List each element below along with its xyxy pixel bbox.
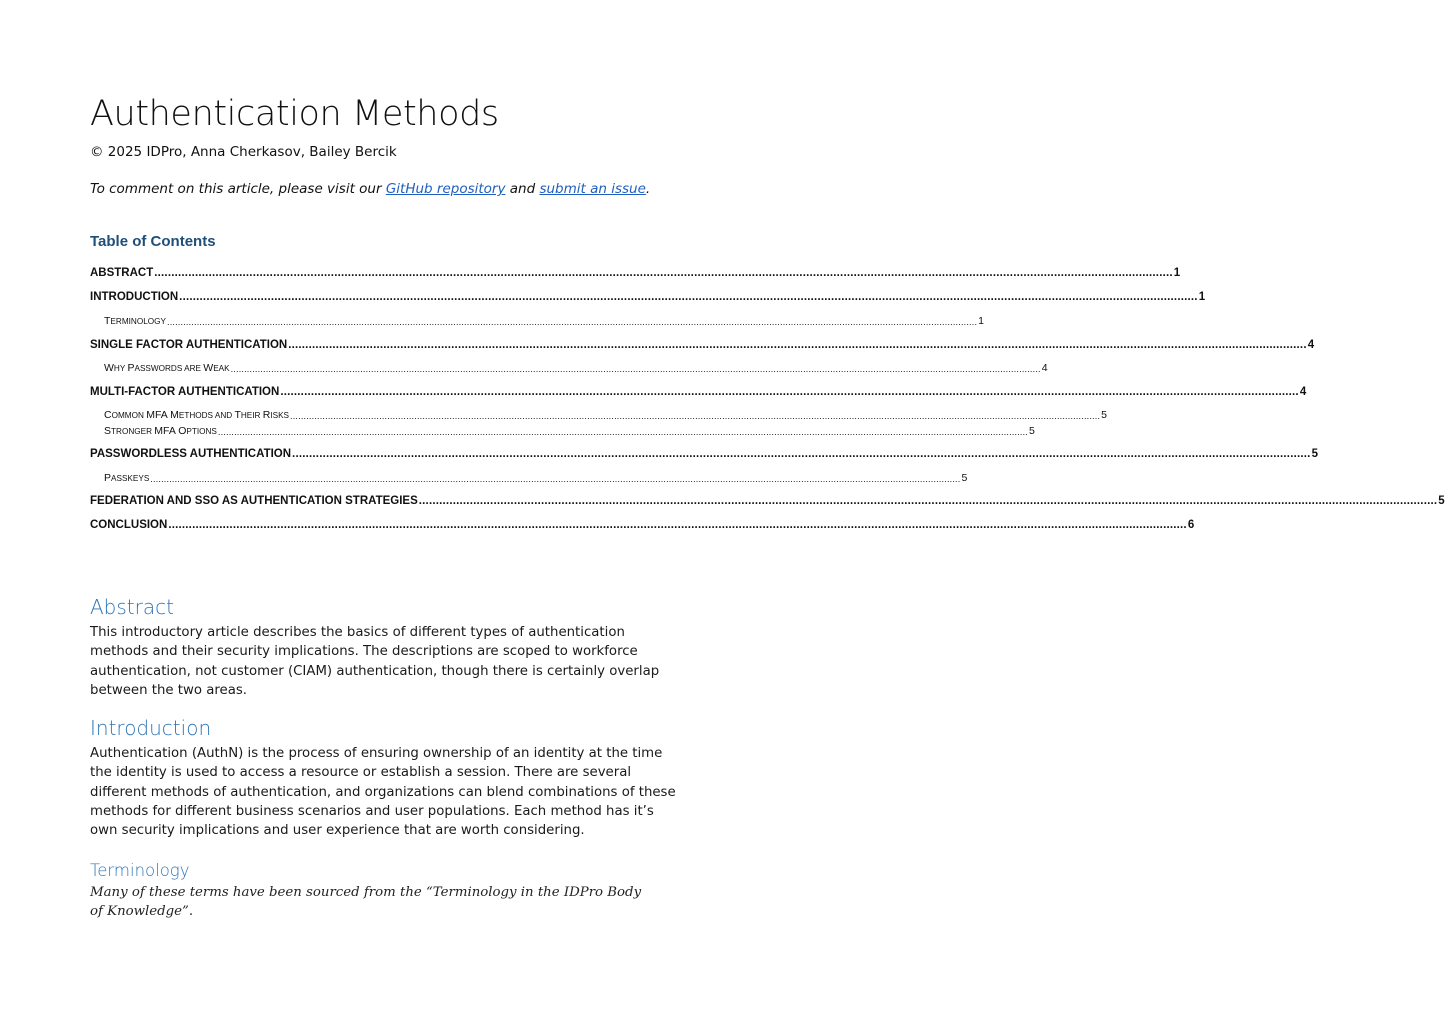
toc-leader-dots: ............................................................................................................................................................................................................................................................................................................ bbox=[230, 364, 1041, 374]
introduction-paragraph: Authentication (AuthN) is the process of ensuring ownership of an identity at the time the identity is used to access a resource or establish a session. There are several different methods of authentication, and organizations can blend combinations of these methods for different business scenarios and user populations. Each method has it’s own security implications and user experience that are worth considering. bbox=[90, 746, 676, 839]
toc-entry-label: PASSWORDLESS AUTHENTICATION bbox=[90, 448, 292, 460]
toc-leader-dots: ............................................................................................................................................................................................................................................................................................................ bbox=[290, 411, 1101, 421]
toc-entry-label: TERMINOLOGY bbox=[104, 315, 166, 327]
toc-heading: Table of Contents bbox=[90, 233, 216, 250]
abstract-heading: Abstract bbox=[90, 595, 174, 619]
toc-entry-page: 5 bbox=[1029, 425, 1035, 437]
toc-entry-page: 5 bbox=[961, 472, 968, 484]
toc-entry-page: 5 bbox=[1438, 495, 1445, 507]
toc-entry[interactable] bbox=[90, 287, 1206, 303]
toc-entry[interactable] bbox=[90, 263, 1181, 279]
comment-middle: and bbox=[505, 181, 540, 197]
toc-entry-label: CONCLUSION bbox=[90, 519, 168, 531]
toc-entry[interactable] bbox=[90, 491, 1445, 507]
toc-leader-dots: ............................................................................................................................................................................................................................................................................................................ bbox=[168, 519, 1187, 531]
toc-entry[interactable] bbox=[104, 358, 1048, 374]
toc-entry-page: 1 bbox=[978, 315, 984, 327]
toc-entry-label: INTRODUCTION bbox=[90, 291, 179, 303]
toc-leader-dots: ............................................................................................................................................................................................................................................................................................................ bbox=[167, 317, 978, 327]
terminology-heading: Terminology bbox=[90, 861, 190, 880]
toc-entry-label: COMMON MFA METHODS AND THEIR RISKS bbox=[104, 409, 290, 421]
toc-leader-dots: ............................................................................................................................................................................................................................................................................................................ bbox=[418, 495, 1438, 507]
comment-instructions bbox=[90, 181, 650, 197]
toc-leader-dots: ............................................................................................................................................................................................................................................................................................................ bbox=[217, 427, 1029, 437]
comment-prefix: To comment on this article, please visit our bbox=[90, 181, 386, 197]
toc-leader-dots: ............................................................................................................................................................................................................................................................................................................ bbox=[154, 267, 1173, 279]
toc-entry-page: 5 bbox=[1101, 409, 1108, 421]
toc-entry-label: FEDERATION AND SSO AS AUTHENTICATION STRATEGIES bbox=[90, 495, 418, 507]
toc-entry-label: SINGLE FACTOR AUTHENTICATION bbox=[90, 339, 288, 351]
introduction-heading: Introduction bbox=[90, 716, 212, 740]
toc-entry-label: STRONGER MFA OPTIONS bbox=[104, 425, 217, 437]
toc-entry-label: ABSTRACT bbox=[90, 267, 154, 279]
github-repository-link[interactable]: GitHub repository bbox=[385, 181, 506, 197]
copyright-line: © 2025 IDPro, Anna Cherkasov, Bailey Bercik bbox=[90, 144, 397, 160]
toc-leader-dots: ............................................................................................................................................................................................................................................................................................................ bbox=[292, 448, 1311, 460]
toc-entry[interactable] bbox=[90, 382, 1307, 398]
document-title: Authentication Methods bbox=[90, 94, 499, 134]
toc-entry-page: 1 bbox=[1173, 267, 1181, 279]
toc-leader-dots: ............................................................................................................................................................................................................................................................................................................ bbox=[288, 339, 1307, 351]
toc-entry[interactable] bbox=[104, 311, 984, 327]
toc-entry-page: 5 bbox=[1311, 448, 1318, 460]
toc-entry[interactable] bbox=[104, 405, 1108, 421]
toc-entry[interactable] bbox=[104, 468, 968, 484]
toc-entry[interactable] bbox=[90, 444, 1318, 460]
toc-leader-dots: ............................................................................................................................................................................................................................................................................................................ bbox=[150, 474, 961, 484]
toc-entry[interactable] bbox=[104, 421, 1035, 437]
terminology-note: Many of these terms have been sourced from the “Terminology in the IDPro Body of Knowledge”. bbox=[90, 885, 642, 919]
toc-entry-page: 1 bbox=[1198, 291, 1206, 303]
submit-issue-link[interactable]: submit an issue bbox=[539, 181, 646, 197]
toc-entry[interactable] bbox=[90, 515, 1195, 531]
toc-entry-page: 6 bbox=[1187, 519, 1195, 531]
abstract-paragraph: This introductory article describes the basics of different types of authentication methods and their security implications. The descriptions are scoped to workforce authentication, not customer (CIAM) authentication, though there is certainly overlap between the two areas. bbox=[90, 625, 660, 698]
toc-entry-page: 4 bbox=[1307, 339, 1315, 351]
toc-leader-dots: ............................................................................................................................................................................................................................................................................................................ bbox=[179, 291, 1198, 303]
toc-entry-label: PASSKEYS bbox=[104, 472, 150, 484]
toc-entry[interactable] bbox=[90, 335, 1315, 351]
toc-entry-page: 4 bbox=[1299, 386, 1307, 398]
toc-leader-dots: ............................................................................................................................................................................................................................................................................................................ bbox=[280, 386, 1299, 398]
toc-entry-label: MULTI-FACTOR AUTHENTICATION bbox=[90, 386, 280, 398]
toc-entry-page: 4 bbox=[1041, 362, 1048, 374]
toc-entry-label: WHY PASSWORDS ARE WEAK bbox=[104, 362, 230, 374]
comment-suffix: . bbox=[645, 181, 651, 197]
